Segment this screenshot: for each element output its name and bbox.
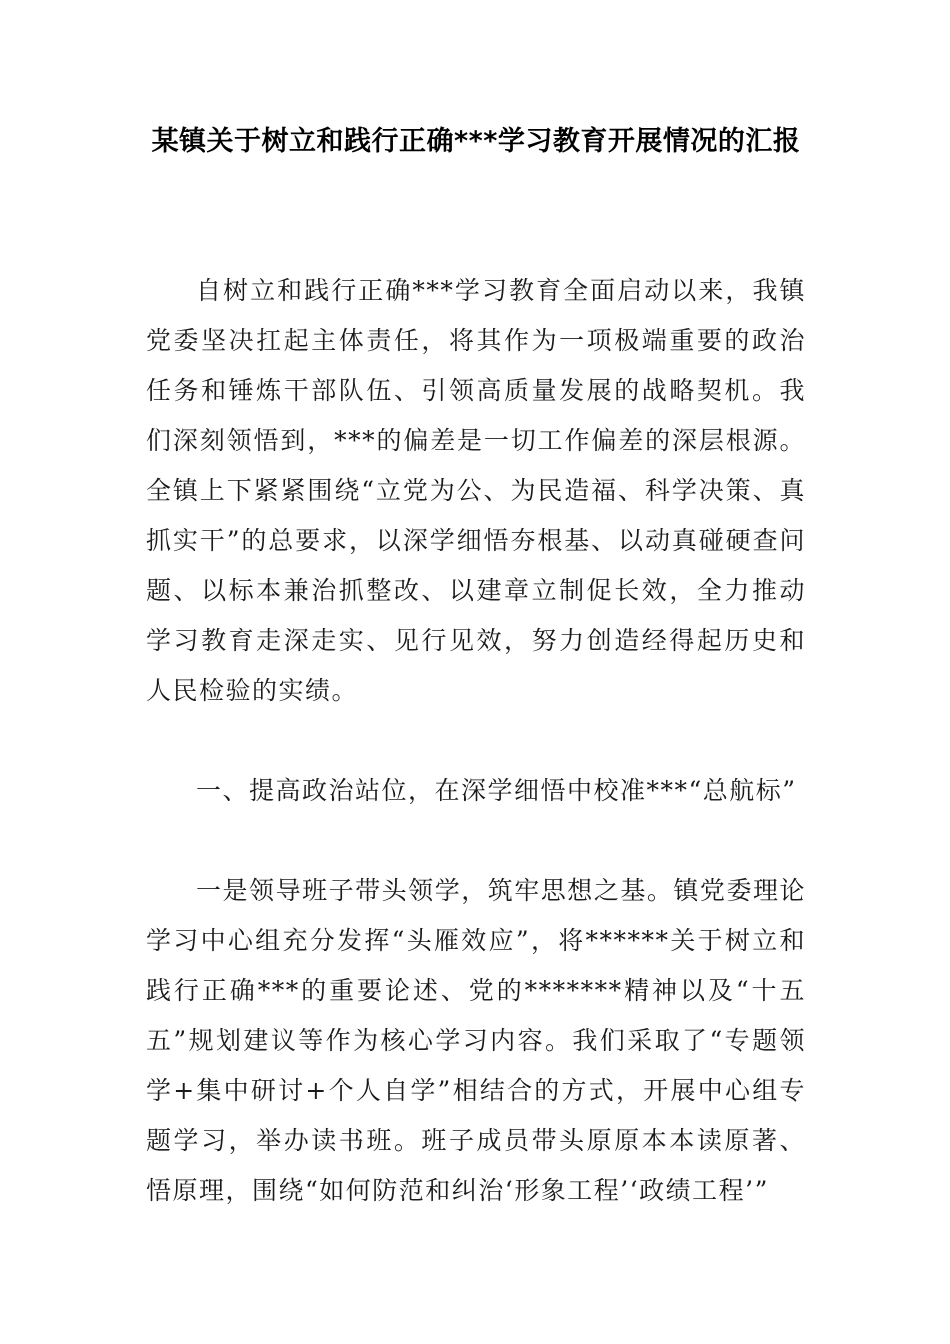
intro-paragraph: 自树立和践行正确***学习教育全面启动以来，我镇党委坚决扛起主体责任，将其作为一项极端重要的政治任务和锤炼干部队伍、引领高质量发展的战略契机。我们深刻领悟到，***的偏差是一切工作偏差的深层根源。全镇上下紧紧围绕“立党为公、为民造福、科学决策、真抓实干”的总要求，以深学细悟夯根基、以动真碰硬查问题、以标本兼治抓整改、以建章立制促长效，全力推动学习教育走深走实、见行见效，努力创造经得起历史和人民检验的实绩。 [146, 276, 806, 705]
document-title: 某镇关于树立和践行正确***学习教育开展情况的汇报 [151, 126, 801, 157]
section-paragraph: 一是领导班子带头领学，筑牢思想之基。镇党委理论学习中心组充分发挥“头雁效应”，将******关于树立和践行正确***的重要论述、党的*******精神以及“十五五”规划建议等作为核心学习内容。我们采取了“专题领学+集中研讨+个人自学”相结合的方式，开展中心组专题学习，举办读书班。班子成员带头原原本本读原著、悟原理，围绕“如何防范和纠治‘形象工程’‘政绩工程’” [146, 876, 806, 1205]
section-heading: 一、提高政治站位，在深学细悟中校准***“总航标” [196, 776, 797, 805]
